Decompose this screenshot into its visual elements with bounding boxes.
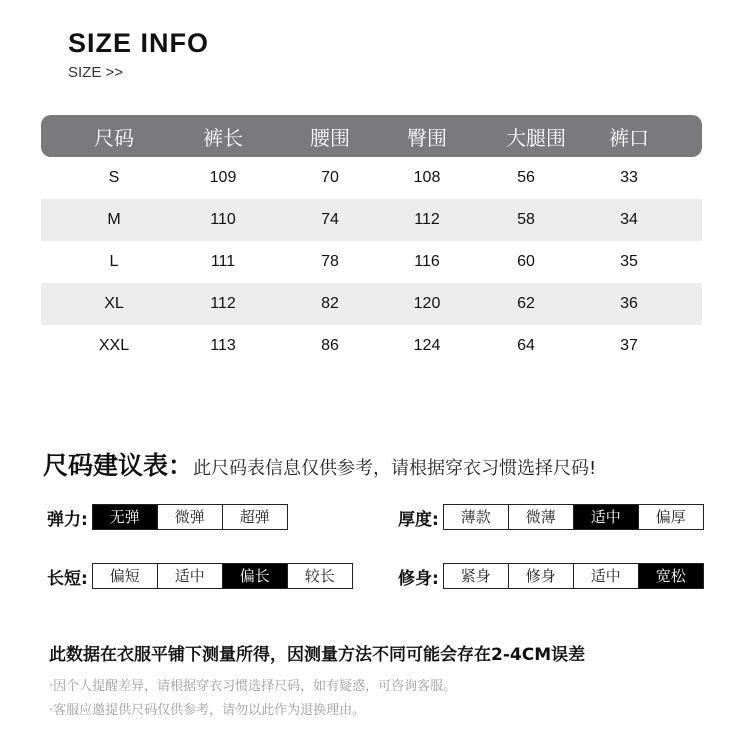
- table-cell: 113: [210, 337, 236, 354]
- table-row: [41, 325, 702, 367]
- disclaimer-line: ·因个人提醒差异，请根据穿衣习惯选择尺码，如有疑惑，可咨询客服。: [49, 679, 457, 694]
- table-cell: 109: [209, 169, 237, 186]
- table-cell: 111: [210, 253, 236, 270]
- table-cell: 64: [517, 337, 535, 354]
- fit-option: 适中: [573, 564, 638, 588]
- table-cell: 34: [620, 211, 638, 228]
- length-option: 适中: [157, 564, 222, 588]
- elasticity-options: [47, 504, 288, 530]
- length-options: [47, 563, 353, 589]
- table-cell: 112: [210, 295, 236, 312]
- column-header: 大腿围: [506, 125, 566, 150]
- table-cell: 82: [321, 295, 339, 312]
- measurement-note: 此数据在衣服平铺下测量所得，因测量方法不同可能会存在2-4CM误差: [49, 645, 586, 665]
- table-cell: 60: [517, 253, 535, 270]
- fit-scale: [443, 563, 704, 589]
- elasticity-option: 超弹: [222, 505, 287, 529]
- table-cell: 70: [321, 169, 339, 186]
- table-cell: 37: [620, 337, 638, 354]
- size-guide-heading: [43, 446, 596, 482]
- table-row: [41, 157, 702, 199]
- table-cell: 120: [413, 295, 441, 312]
- column-header: 裤口: [609, 125, 649, 150]
- thickness-option: 微薄: [508, 505, 573, 529]
- column-header: 尺码: [94, 125, 134, 150]
- table-cell: 74: [321, 211, 339, 228]
- elasticity-label: 弹力:: [47, 509, 88, 530]
- table-cell: 36: [620, 295, 638, 312]
- thickness-option: 适中: [573, 505, 638, 529]
- table-cell: 116: [414, 253, 440, 270]
- length-scale: [92, 563, 353, 589]
- length-option: 偏长: [222, 564, 287, 588]
- size-table: [41, 115, 702, 367]
- size-guide-desc: 此尺码表信息仅供参考，请根据穿衣习惯选择尺码!: [193, 458, 597, 479]
- table-cell: L: [109, 253, 119, 270]
- column-header: 臀围: [407, 125, 447, 150]
- elasticity-scale: [92, 504, 288, 530]
- table-cell: XXL: [98, 337, 130, 354]
- table-row: [41, 283, 702, 325]
- fit-options: [398, 563, 704, 589]
- table-cell: 112: [414, 211, 440, 228]
- disclaimer-line: ·客服应邀提供尺码仅供参考，请勿以此作为退换理由。: [49, 703, 366, 718]
- table-cell: 56: [517, 169, 535, 186]
- column-header: 腰围: [310, 125, 350, 150]
- table-row: [41, 199, 702, 241]
- length-option: 偏短: [93, 564, 157, 588]
- table-cell: 110: [210, 211, 236, 228]
- table-cell: 78: [321, 253, 339, 270]
- fit-option: 宽松: [638, 564, 703, 588]
- thickness-option: 薄款: [444, 505, 508, 529]
- column-header: 裤长: [203, 125, 243, 150]
- length-label: 长短:: [47, 568, 88, 589]
- length-option: 较长: [287, 564, 352, 588]
- table-cell: S: [108, 169, 120, 186]
- thickness-scale: [443, 504, 704, 530]
- fit-option: 修身: [508, 564, 573, 588]
- elasticity-option: 微弹: [157, 505, 222, 529]
- elasticity-option: 无弹: [93, 505, 157, 529]
- thickness-option: 偏厚: [638, 505, 703, 529]
- page-title: SIZE INFO: [68, 28, 210, 58]
- table-cell: 108: [413, 169, 441, 186]
- fit-option: 紧身: [444, 564, 508, 588]
- table-cell: M: [107, 211, 121, 228]
- thickness-options: [398, 504, 704, 530]
- table-cell: 33: [620, 169, 638, 186]
- table-cell: 62: [517, 295, 535, 312]
- fit-label: 修身:: [398, 568, 439, 589]
- table-header: [41, 115, 702, 157]
- table-cell: 86: [321, 337, 339, 354]
- size-guide-colon: ：: [168, 451, 194, 480]
- page-subtitle: SIZE >>: [68, 64, 124, 81]
- table-cell: 124: [413, 337, 441, 354]
- table-cell: XL: [104, 295, 124, 312]
- size-guide-title: 尺码建议表: [43, 451, 169, 480]
- table-cell: 35: [620, 253, 638, 270]
- thickness-label: 厚度:: [398, 509, 439, 530]
- table-cell: 58: [517, 211, 535, 228]
- table-row: [41, 241, 702, 283]
